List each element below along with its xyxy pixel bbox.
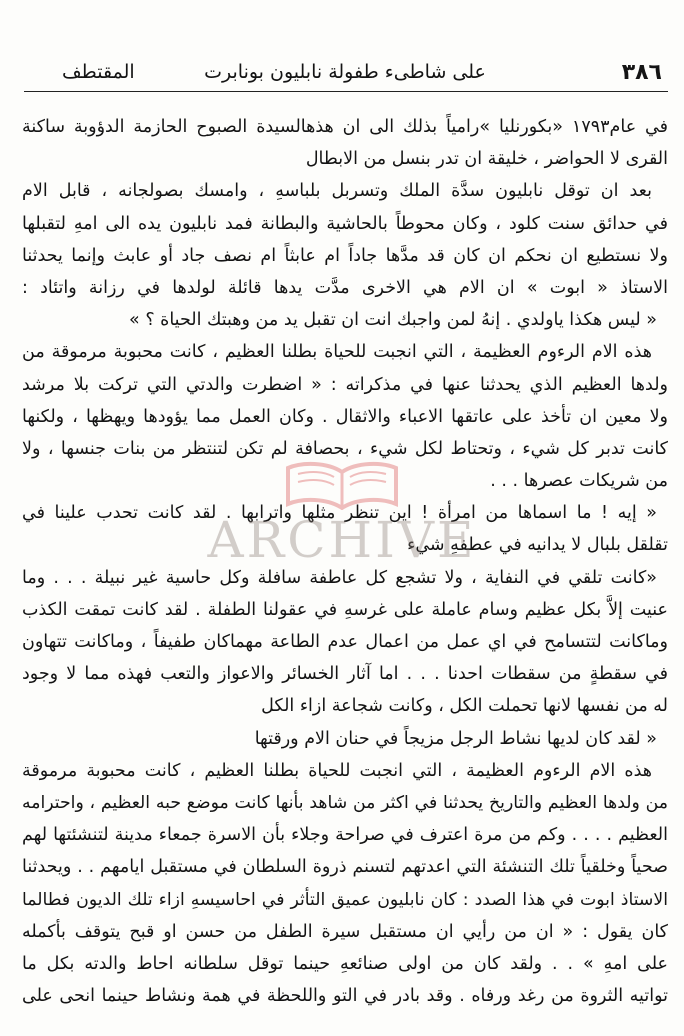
paragraph: [22, 175, 668, 336]
text-line: وماكانت لتتسامح في اي عمل من اعمال عدم الطاعة مهماكان طفيفاً ، وماكانت تتهاون: [22, 632, 668, 652]
text-line: ولدها العظيم الذي يحدثنا عنها في مذكراته : « اضطرت والدتي التي تركت بلا مرشد: [22, 374, 668, 395]
text-line: في عام١٧٩٣ «بكورنليا »رامياً بذلك الى ان هذهالسيدة الصبوح الحازمة الدؤوبة ساكنة: [22, 117, 668, 137]
header-rule: [24, 91, 668, 92]
text-line: من شريكات عصرها . . .: [490, 471, 668, 492]
text-line: كانت تدبر كل شيء ، وتحتاط لكل شيء ، بحصافة لم تكن لتنتظر من بنات جنسها ، ولا: [22, 438, 668, 459]
paragraph: [22, 755, 668, 1013]
running-header: [22, 56, 668, 88]
text-line: الاستاذ ابوت في هذا الصدد : كان نابليون عميق التأثر في احاسيسهِ ازاء تلك الديون فطالما: [22, 889, 668, 910]
text-line: في حدائق سنت كلود ، وكان محوطاً بالحاشية والبطانة فمد نابليون يده الى امهِ لتقبلها: [22, 213, 668, 234]
text-line: على امهِ » . . ولقد كان من اولى صنائعهِ حينما توقل سلطانه احاط والدته بكل ما: [22, 953, 668, 974]
journal-name: المقتطف: [62, 61, 135, 83]
text-line: « إيه ! ما اسماها من امرأة ! اين تنظر مثلها واترابها . لقد كانت تحدب علينا في: [22, 503, 657, 524]
text-line: عنيت إلاَّ بكل عظيم وسام عاملة على غرسهِ في عقولنا الطفلة . لقد كانت تمقت الكذب: [22, 599, 668, 620]
text-line: « لقد كان لديها نشاط الرجل مزيجاً في حنان الام ورقتها: [254, 728, 657, 749]
text-line: كان يقول : « ان من رأيي ان مستقبل سيرة الطفل من حسن او قبح يتوقف بأكمله: [22, 921, 668, 942]
text-line: هذه الام الرءوم العظيمة ، التي انجبت للحياة بطلنا العظيم ، كانت محبوبة مرموقة من: [22, 342, 652, 363]
watermark-text: ARCHIVE: [207, 511, 477, 569]
text-line: ولا معين ان تأخذ على عاتقها الاعباء والاثقال . وكان العمل مما يؤودها ويهظها ، ولكنها: [22, 406, 668, 427]
text-line: تقلقل بلبال لا يدانيه في عطفهِ شيء: [407, 535, 668, 556]
text-line: بعد ان توقل نابليون سدَّة الملك وتسربل بلباسهِ ، وامسك بصولجانه ، قابل الام: [22, 181, 652, 202]
body-text: [22, 111, 668, 1012]
article-title: على شاطىء طفولة نابليون بونابرت: [204, 61, 486, 83]
text-line: القرى لا الحواضر ، خليقة ان تدر بنسل من الابطال: [305, 149, 668, 170]
text-line: العظيم . . . . وكم من مرة اعترف في صراحة وجلاء بأن الاسرة جمعاء مدينة لتنشئتها لهم: [22, 825, 668, 846]
text-line: « ليس هكذا ياولدي . إنهُ لمن واجبك انت ان تقبل يد من وهبتك الحياة ؟ »: [129, 310, 657, 331]
paragraph: [22, 111, 668, 175]
text-line: من ولدها العظيم والتاريخ يحدثنا في اكثر من شاهد بأنها كانت موضع حبه العظيم ، واحترامه: [22, 792, 668, 813]
text-line: صحياً وخلقياً تلك التنشئة التي اعدتهم لتسنم ذروة السلطان في مستقبل ايامهم . . ويحدثنا: [22, 857, 668, 878]
text-line: في سقطةٍ من سقطات احدنا . . . اما آثار الخسائر والاعواز والتعب فهذه مما لا وجود: [22, 664, 668, 685]
text-line: «كانت تلقي في النفاية ، ولا تشجع كل عاطفة سافلة وكل حاسية غير نبيلة . . . وما: [22, 567, 657, 588]
text-line: ولا نستطيع ان نحكم ان كان قد مدَّها جاداً ام عابثاً ام نصف جاد أو عابث وإنما يحدثنا: [22, 245, 668, 266]
paragraph: [22, 723, 668, 755]
paragraph: [22, 336, 668, 497]
page-number: ٣٨٦: [621, 59, 662, 85]
text-line: الاستاذ « ابوت » ان الام هي الاخرى مدَّت يدها قائلة لولدها في رزانة واتئاد :: [22, 277, 668, 298]
text-line: هذه الام الرءوم العظيمة ، التي انجبت للحياة بطلنا العظيم ، كانت محبوبة مرموقة: [22, 760, 652, 781]
text-line: له من نفسها لانها تحملت الكل ، وكانت شجاعة ازاء الكل: [261, 696, 668, 717]
paragraph: [22, 497, 668, 561]
paragraph: [22, 562, 668, 723]
text-line: تواتيه الثروة من رغد ورفاه . وقد بادر في التو واللحظة في همة ونشاط حينما انحى على: [22, 986, 668, 1007]
